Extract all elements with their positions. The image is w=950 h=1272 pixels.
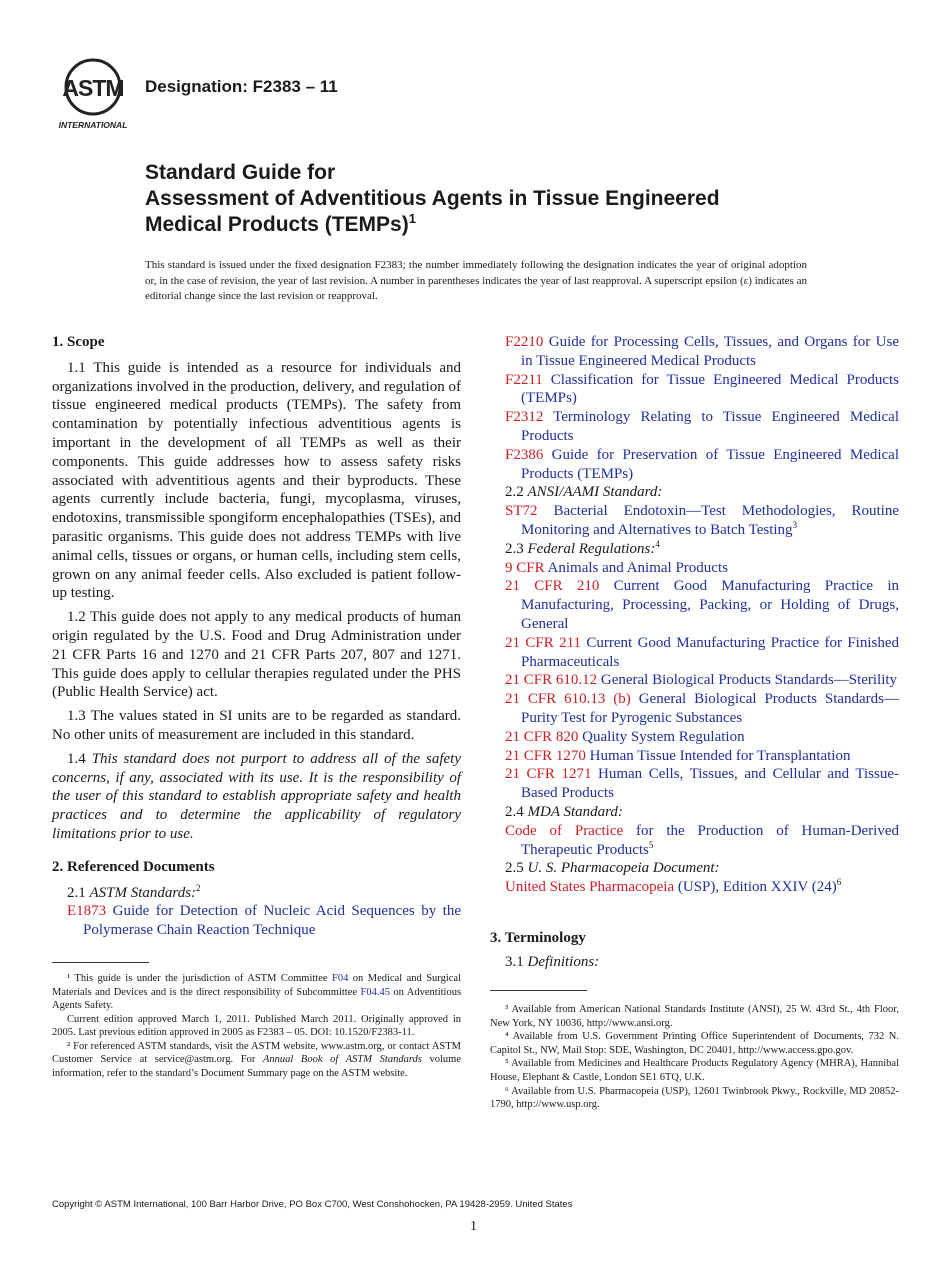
terminology-heading: 3. Terminology — [490, 930, 586, 946]
title-line-1: Standard Guide for — [145, 161, 336, 184]
federal-regulations-label: 2.3 Federal Regulations:$^4$ — [505, 538, 660, 557]
refdocs-heading: 2. Referenced Documents — [52, 858, 215, 875]
astm-logo — [52, 58, 134, 134]
ref-e1873[interactable]: E1873 Guide for Detection of Nucleic Acid Sequences by the Polymerase Chain Reaction Technique — [67, 903, 462, 939]
ref-st72[interactable]: ST72 Bacterial Endotoxin—Test Methodologies, Routine Monitoring and Alternatives to Batch Testing$^3$ — [505, 503, 900, 538]
ref-f2210[interactable]: F2210 Guide for Processing Cells, Tissues, and Organs for Use in Tissue Engineered Medical Products — [505, 334, 899, 369]
ref-f2312[interactable]: F2312 Terminology Relating to Tissue Engineered Medical Products — [505, 409, 899, 444]
terminology-section — [490, 929, 899, 972]
ansi-standard-label: 2.2 ANSI/AAMI Standard: — [505, 484, 663, 501]
scope-1-2: 1.2 This guide does not apply to any medical products of human origin regulated by the U.S. Food and Drug Administration under 21 CFR Parts 16 and 1270 and 21 CFR Parts 207, 807 and 1271. This guide does apply to cellular therapies regulated under the PHS (Public Health Service) act. — [52, 609, 461, 701]
ref-21cfr211[interactable]: 21 CFR 211 Current Good Manufacturing Practice for Finished Pharmaceuticals — [505, 634, 899, 670]
footnote-5: ⁵ Available from Medicines and Healthcare Products Regulatory Agency (MHRA), Hannibal House, Elephant & Castle, London SE1 6TQ, U.K. — [490, 1058, 899, 1083]
footnotes-right — [490, 1003, 899, 1112]
ref-21cfr610-13b[interactable]: 21 CFR 610.13 (b) General Biological Products Standards—Purity Test for Pyrogenic Substances — [505, 691, 900, 726]
issue-note: This standard is issued under the fixed designation F2383; the number immediately following the designation indicates the year of original adoption or, in the case of revision, the year of last revision. A number in parentheses indicates the year of last reapproval. A superscript epsilon (ε) indicates an editorial change since the last revision or reapproval. — [145, 259, 807, 302]
ref-f2386[interactable]: F2386 Guide for Preservation of Tissue Engineered Medical Products (TEMPs) — [505, 446, 900, 482]
scope-heading: 1. Scope — [52, 334, 105, 350]
footnote-rule — [52, 962, 149, 963]
footnote-2: ² For referenced ASTM standards, visit the ASTM website, www.astm.org, or contact ASTM Customer Service at service@astm.org. For Annual Book of ASTM Standards volume information, refer to the standard’s Document Summary page on the ASTM website. — [52, 1040, 461, 1080]
footnote-6: ⁶ Available from U.S. Pharmacopeia (USP), 12601 Twinbrook Pkwy., Rockville, MD 20852-1790, http://www.usp.org. — [490, 1085, 899, 1111]
scope-1-1: 1.1 This guide is intended as a resource for individuals and organizations involved in the production, delivery, and regulation of tissue engineered medical products (TEMPs). The safety from contamination by potentially infectious adventitious agents is important in the development of all TEMPs as well as their components. This guide addresses how to assess safety risks associated with adventitious agents and their byproducts. These agents currently include bacteria, fungi, mycoplasma, viruses, endotoxins, transmissible spongiform encephalopathies (TSEs), and parasitic organisms. This guide does not address TEMPs with live animal cells, tissues or organs, or human cells, including stem cells, grown on any animal feeder cells. Also excluded is patient follow-up testing. — [52, 359, 461, 602]
footnotes-left — [52, 972, 461, 1081]
footnote-1-edition: Current edition approved March 1, 2011. Published March 2011. Originally approved in 2005. Last previous edition approved in 2005 as F2383 – 05. DOI: 10.1520/F2383-11. — [52, 1013, 461, 1039]
astm-standards-label: 2.1 ASTM Standards:$^2$ — [67, 882, 201, 901]
designation: Designation: F2383 – 11 — [145, 77, 338, 96]
ref-usp[interactable]: United States Pharmacopeia (USP), Edition XXIV $(24)^6$ — [505, 877, 842, 896]
footnote-3: ³ Available from American National Standards Institute (ANSI), 25 W. 43rd St., 4th Floor, New York, NY 10036, http://www.ansi.org. — [490, 1004, 899, 1029]
usp-document-label: 2.5 U. S. Pharmacopeia Document: — [505, 860, 720, 877]
ref-f2211[interactable]: F2211 Classification for Tissue Engineered Medical Products (TEMPs) — [505, 371, 899, 407]
right-column — [505, 333, 899, 897]
footnote-1: ¹ This guide is under the jurisdiction of ASTM Committee F04 on Medical and Surgical Materials and Devices and is the direct responsibility of Subcommittee F04.45 on Adventitious Agents Safety. — [52, 972, 462, 1012]
ref-21cfr1270[interactable]: 21 CFR 1270 Human Tissue Intended for Transplantation — [505, 747, 851, 764]
svg-text:ASTM: ASTM — [62, 75, 124, 101]
scope-1-4: 1.4 This standard does not purport to address all of the safety concerns, if any, associated with its use. It is the responsibility of the user of this standard to establish appropriate safety and health practices and to determine the applicability of regulatory limitations prior to use. — [52, 750, 462, 842]
footnote-4: ⁴ Available from U.S. Government Printing Office Superintendent of Documents, 732 N. Capitol St., NW, Mail Stop: SDE, Washington, DC 20401, http://www.access.gpo.gov. — [490, 1031, 899, 1056]
title-line-2: Assessment of Adventitious Agents in Tissue Engineered — [145, 187, 720, 210]
page-number: 1 — [470, 1219, 477, 1234]
mda-standard-label: 2.4 MDA Standard: — [505, 803, 623, 820]
ref-9cfr[interactable]: 9 CFR Animals and Animal Products — [505, 559, 728, 576]
ref-21cfr210[interactable]: 21 CFR 210 Current Good Manufacturing Practice in Manufacturing, Processing, Packing, or Holding of Drugs, General — [505, 578, 900, 632]
title-line-3: Medical Products (TEMPs)$^1$ — [145, 211, 416, 236]
left-column — [52, 333, 461, 1081]
ref-21cfr820[interactable]: 21 CFR 820 Quality System Regulation — [505, 728, 745, 745]
scope-1-3: 1.3 The values stated in SI units are to be regarded as standard. No other units of measurement are included in this standard. — [52, 708, 461, 743]
ref-code-of-practice[interactable]: Code of Practice for the Production of Human-Derived Therapeutic Products$^5$ — [505, 822, 900, 858]
ref-21cfr610-12[interactable]: 21 CFR 610.12 General Biological Products Standards—Sterility — [505, 672, 898, 689]
copyright: Copyright © ASTM International, 100 Barr Harbor Drive, PO Box C700, West Conshohocken, PA 19428-2959. United States — [52, 1199, 573, 1210]
ref-21cfr1271[interactable]: 21 CFR 1271 Human Cells, Tissues, and Cellular and Tissue-Based Products — [505, 766, 900, 802]
definitions-label: 3.1 Definitions: — [505, 953, 600, 970]
svg-text:INTERNATIONAL: INTERNATIONAL — [58, 120, 128, 130]
document-title — [145, 160, 720, 238]
footnote-rule-right — [490, 990, 587, 991]
astm-logo-icon — [52, 58, 134, 134]
